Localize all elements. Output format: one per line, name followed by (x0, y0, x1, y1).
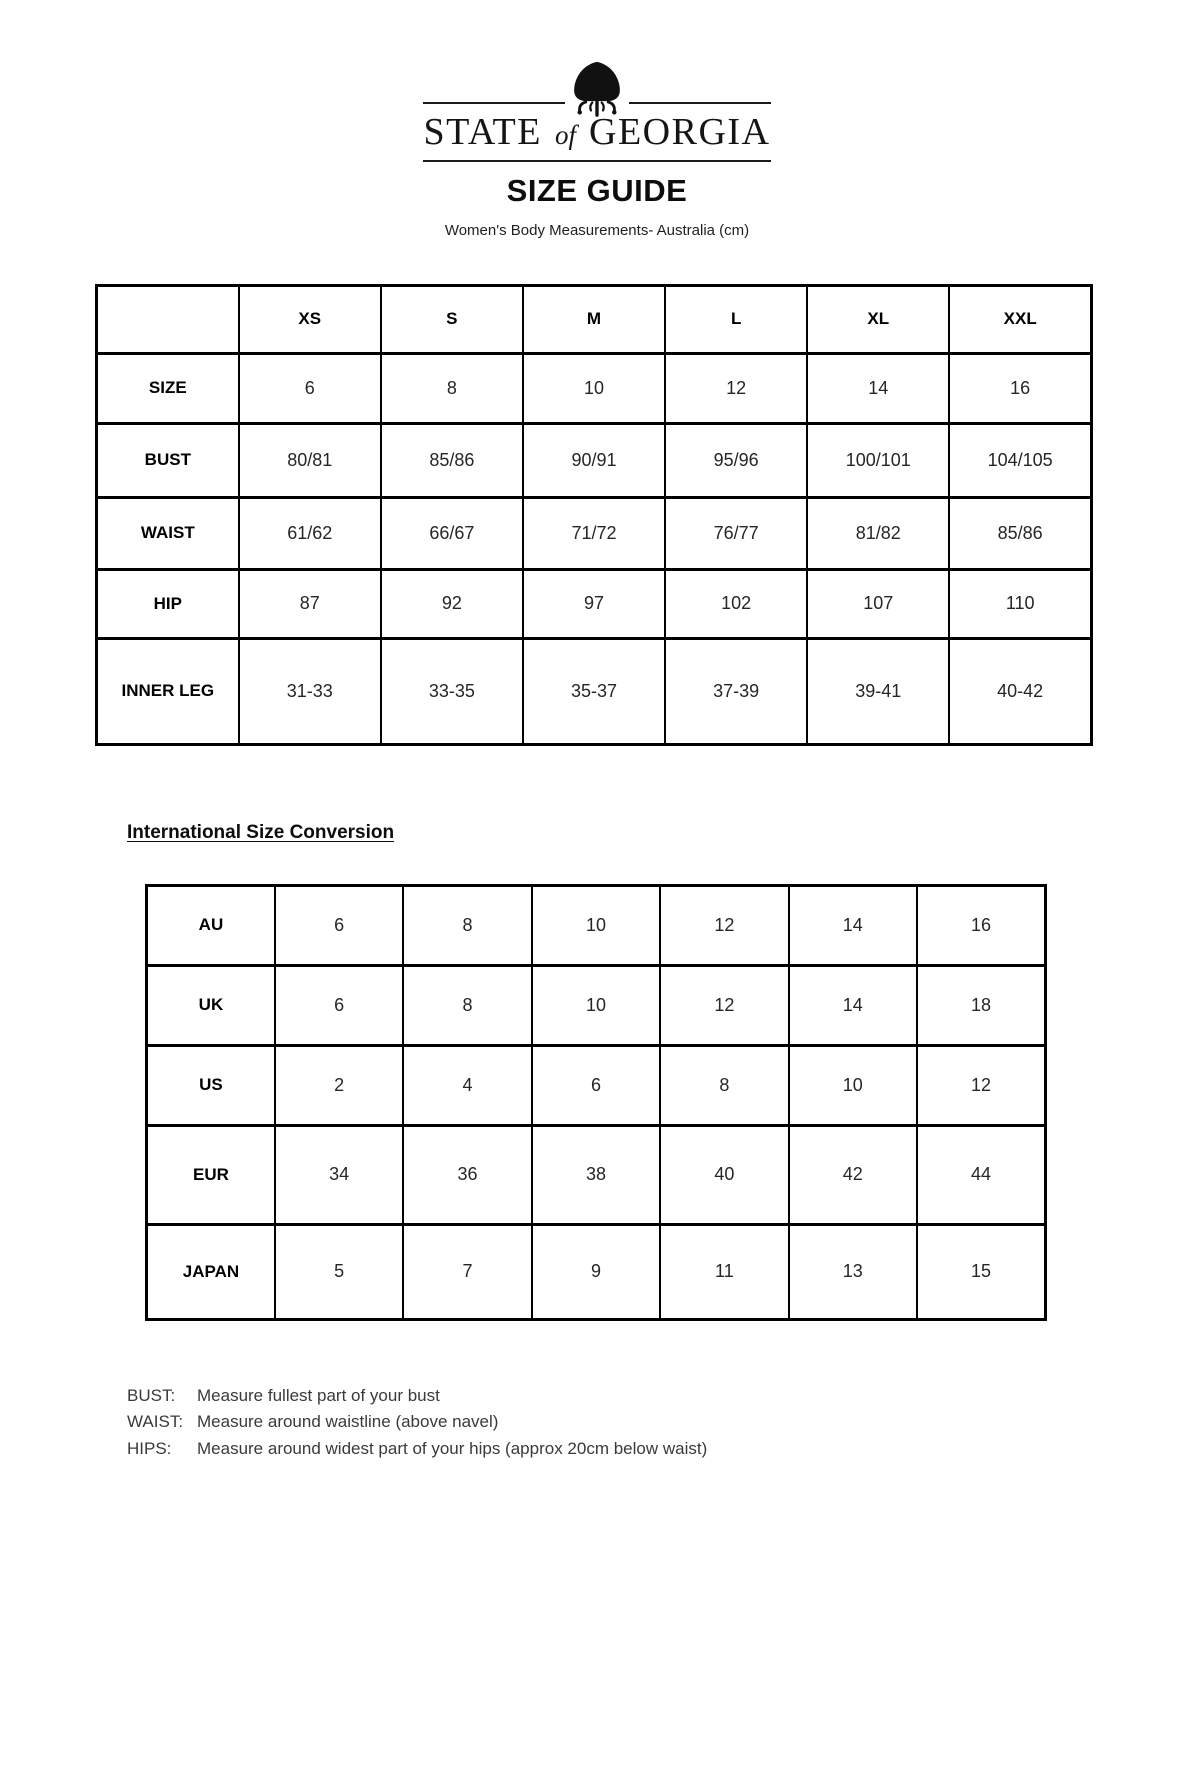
table-cell: 7 (403, 1224, 531, 1319)
table-cell: 10 (532, 965, 660, 1045)
table-cell: 40-42 (949, 638, 1091, 744)
table-cell: 76/77 (665, 497, 807, 569)
note-hips (127, 1436, 1194, 1462)
note-label: HIPS: (127, 1438, 172, 1458)
row-label-size: SIZE (97, 353, 239, 423)
table-cell: 6 (275, 885, 403, 965)
page-header (0, 0, 1194, 239)
table-row-uk (147, 965, 1046, 1045)
table-cell: 13 (789, 1224, 917, 1319)
brand-name-of: of (554, 120, 576, 150)
table-cell: 18 (917, 965, 1045, 1045)
table-cell: 6 (532, 1045, 660, 1125)
table-cell: 16 (949, 353, 1091, 423)
table-row-us (147, 1045, 1046, 1125)
header-cell-xxl: XXL (949, 285, 1091, 353)
logo-underline (423, 160, 771, 162)
table-cell: 92 (381, 569, 523, 638)
table-cell: 80/81 (239, 423, 381, 497)
page-title: SIZE GUIDE (506, 172, 688, 208)
table-cell: 5 (275, 1224, 403, 1319)
note-bust (127, 1383, 1194, 1409)
table-cell: 95/96 (665, 423, 807, 497)
table-cell: 8 (403, 965, 531, 1045)
brand-name-state: STATE (423, 111, 542, 153)
table-cell: 97 (523, 569, 665, 638)
header-cell-empty (97, 285, 239, 353)
table-cell: 85/86 (381, 423, 523, 497)
row-label-japan: JAPAN (147, 1224, 275, 1319)
conversion-table (145, 884, 1047, 1321)
note-text: Measure around widest part of your hips (approx 20cm below waist) (197, 1438, 708, 1458)
header-cell-xs: XS (239, 285, 381, 353)
table-cell: 104/105 (949, 423, 1091, 497)
measurements-table (95, 284, 1093, 746)
row-label-uk: UK (147, 965, 275, 1045)
table-cell: 8 (403, 885, 531, 965)
table-cell: 2 (275, 1045, 403, 1125)
table-cell: 10 (532, 885, 660, 965)
table-cell: 10 (523, 353, 665, 423)
table-cell: 44 (917, 1125, 1045, 1224)
table-cell: 33-35 (381, 638, 523, 744)
table-row-bust (97, 423, 1092, 497)
table-cell: 12 (660, 885, 788, 965)
row-label-waist: WAIST (97, 497, 239, 569)
table-cell: 8 (381, 353, 523, 423)
table-cell: 40 (660, 1125, 788, 1224)
table-cell: 71/72 (523, 497, 665, 569)
brand-name-georgia: GEORGIA (589, 111, 771, 153)
table-cell: 38 (532, 1125, 660, 1224)
table-row-eur (147, 1125, 1046, 1224)
logo-rule-row (423, 58, 771, 110)
measurement-notes (127, 1383, 1194, 1462)
table-row-size (97, 353, 1092, 423)
table-cell: 61/62 (239, 497, 381, 569)
row-label-us: US (147, 1045, 275, 1125)
row-label-hip: HIP (97, 569, 239, 638)
header-cell-l: L (665, 285, 807, 353)
table-cell: 4 (403, 1045, 531, 1125)
table-cell: 42 (789, 1125, 917, 1224)
table-cell: 12 (660, 965, 788, 1045)
table-row-au (147, 885, 1046, 965)
table-cell: 102 (665, 569, 807, 638)
table-cell: 14 (789, 885, 917, 965)
note-label: WAIST: (127, 1412, 184, 1432)
table-row-waist (97, 497, 1092, 569)
table-cell: 12 (665, 353, 807, 423)
table-cell: 6 (239, 353, 381, 423)
logo-rule-left (423, 102, 565, 104)
row-label-au: AU (147, 885, 275, 965)
table-cell: 87 (239, 569, 381, 638)
brand-name (423, 113, 771, 153)
table-cell: 16 (917, 885, 1045, 965)
table-cell: 90/91 (523, 423, 665, 497)
table-row-japan (147, 1224, 1046, 1319)
row-label-eur: EUR (147, 1125, 275, 1224)
table-header-row (97, 285, 1092, 353)
table-cell: 11 (660, 1224, 788, 1319)
table-cell: 14 (789, 965, 917, 1045)
header-cell-m: M (523, 285, 665, 353)
table-cell: 34 (275, 1125, 403, 1224)
table-cell: 10 (789, 1045, 917, 1125)
note-label: BUST: (127, 1385, 176, 1405)
table-cell: 31-33 (239, 638, 381, 744)
table-cell: 66/67 (381, 497, 523, 569)
table-cell: 110 (949, 569, 1091, 638)
table-cell: 35-37 (523, 638, 665, 744)
brand-logo (423, 58, 771, 162)
note-text: Measure fullest part of your bust (197, 1385, 440, 1405)
row-label-bust: BUST (97, 423, 239, 497)
table-cell: 6 (275, 965, 403, 1045)
table-cell: 12 (917, 1045, 1045, 1125)
table-cell: 8 (660, 1045, 788, 1125)
table-row-hip (97, 569, 1092, 638)
table-cell: 39-41 (807, 638, 949, 744)
table-cell: 81/82 (807, 497, 949, 569)
table-cell: 85/86 (949, 497, 1091, 569)
table-cell: 107 (807, 569, 949, 638)
header-cell-xl: XL (807, 285, 949, 353)
table-cell: 100/101 (807, 423, 949, 497)
note-text: Measure around waistline (above navel) (197, 1412, 499, 1432)
note-waist (127, 1409, 1194, 1435)
logo-rule-right (629, 102, 771, 104)
table-cell: 9 (532, 1224, 660, 1319)
header-cell-s: S (381, 285, 523, 353)
table-cell: 14 (807, 353, 949, 423)
page-subtitle: Women's Body Measurements- Australia (cm) (444, 221, 750, 239)
table-cell: 36 (403, 1125, 531, 1224)
conversion-heading: International Size Conversion (127, 821, 395, 843)
row-label-inner-leg: INNER LEG (97, 638, 239, 744)
table-cell: 37-39 (665, 638, 807, 744)
table-cell: 15 (917, 1224, 1045, 1319)
table-row-inner-leg (97, 638, 1092, 744)
